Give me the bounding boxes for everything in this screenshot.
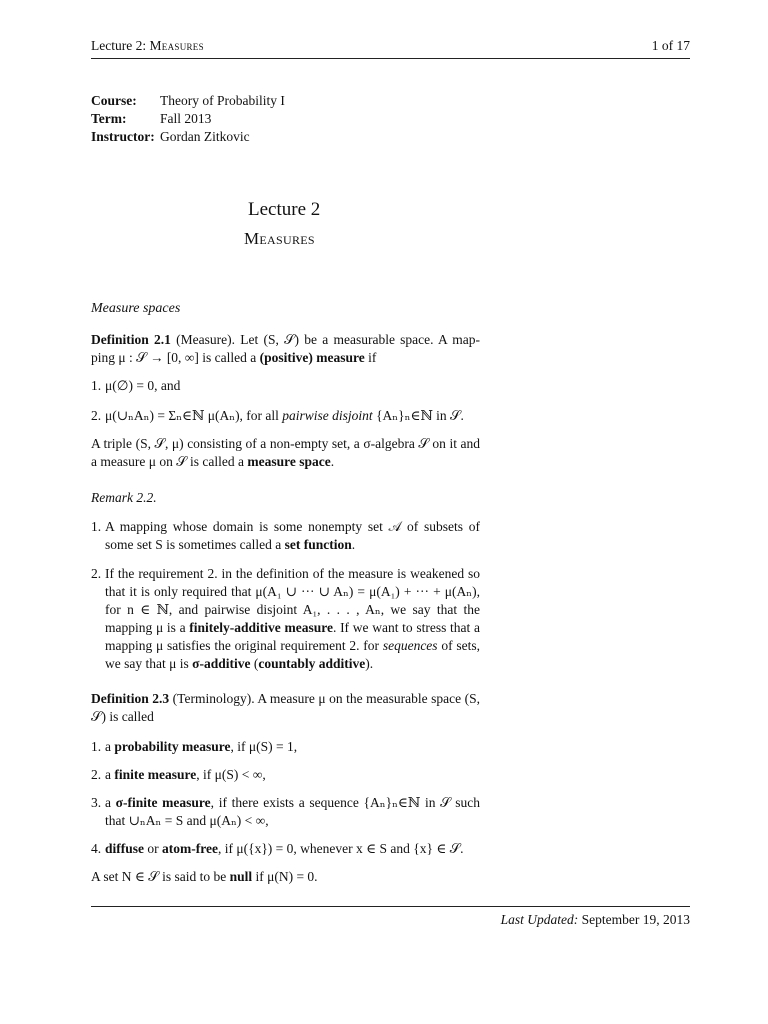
definition-term: (positive) measure	[259, 350, 365, 365]
item-text: μ(∅) = 0, and	[105, 378, 181, 393]
item-number: 1.	[91, 519, 102, 534]
page-indicator: 1 of 17	[651, 38, 690, 53]
item-text	[105, 794, 480, 830]
item-text-part: μ(∪ₙAₙ) = Σₙ∈ℕ μ(Aₙ), for all	[105, 408, 283, 423]
item-number: 2.	[91, 767, 102, 782]
item-text	[105, 518, 480, 554]
item-term: atom-free	[162, 841, 218, 856]
item-term: σ-additive	[192, 656, 251, 671]
remark-item-2	[91, 565, 480, 673]
paragraph-term: measure space	[247, 454, 331, 469]
item-number: 1.	[91, 378, 102, 393]
item-text	[105, 407, 480, 425]
item-term: diffuse	[105, 841, 145, 856]
remark-label: Remark 2.2.	[91, 490, 157, 505]
item-text-part: or	[144, 841, 163, 856]
def1-item-1	[91, 377, 480, 395]
def3-item-4	[91, 840, 480, 858]
meta-row-course	[91, 92, 285, 110]
item-text-part: a	[105, 739, 115, 754]
item-text	[105, 840, 480, 858]
item-text-part: (	[250, 656, 259, 671]
item-text-part: .	[351, 537, 356, 552]
header-topic: Measures	[149, 38, 204, 53]
item-text-part: If the requirement 2. in the definition of the measure is weakened so that it is only required that μ(A₁ ∪ ··· ∪ Aₙ) = μ(A₁) + ··· + μ(Aₙ), for n ∈ ℕ, and pairwise disjoint A₁, . . . , Aₙ, we say that the mapping μ is a	[105, 566, 480, 635]
footer-rule	[91, 906, 690, 907]
paragraph-text: A triple (S, 𝒮, μ) consisting of a non-empty set, a σ-algebra 𝒮 on it and a measure μ on 𝒮 is called a	[91, 436, 480, 469]
item-text-part: A mapping whose domain is some nonempty set 𝒜 of subsets of some set S is sometimes called a	[105, 519, 480, 552]
item-text-part: . If we want to stress that a mapping μ satisfies the original requirement 2. for	[105, 620, 480, 653]
lecture-subtitle: Measures	[244, 229, 315, 248]
item-text	[105, 766, 480, 784]
item-text-part: a	[105, 767, 115, 782]
definition-label: Definition 2.1	[91, 332, 171, 347]
def3-item-1	[91, 738, 480, 756]
header-rule	[91, 58, 690, 59]
item-text-part: of sets, we say that μ is	[105, 638, 481, 671]
item-number: 2.	[91, 566, 102, 581]
item-text	[105, 565, 480, 673]
item-text-part: , if μ(S) = 1,	[230, 739, 298, 754]
item-number: 1.	[91, 739, 102, 754]
def3-item-2	[91, 766, 480, 784]
last-updated-label: Last Updated:	[500, 912, 579, 927]
paragraph-text: .	[330, 454, 335, 469]
last-updated	[501, 912, 690, 928]
definition-text	[91, 331, 480, 367]
meta-key: Course:	[91, 93, 137, 108]
remark-2-2	[91, 489, 480, 507]
item-term: finitely-additive measure	[189, 620, 333, 635]
def1-item-2	[91, 407, 480, 425]
definition-2-1	[91, 331, 480, 367]
definition-name: (Terminology).	[172, 691, 255, 706]
definition-line: Let (S, 𝒮) be a measurable space. A map-	[240, 332, 481, 347]
running-header	[91, 38, 204, 54]
item-text-emph: pairwise disjoint	[282, 408, 373, 423]
lecture-title: Lecture 2	[248, 199, 321, 220]
meta-row-term	[91, 110, 285, 128]
meta-value: Fall 2013	[160, 111, 212, 126]
null-set-paragraph	[91, 868, 480, 886]
last-updated-date: September 19, 2013	[578, 912, 690, 927]
definition-2-3	[91, 690, 480, 726]
item-text-part: {Aₙ}ₙ∈ℕ in 𝒮.	[372, 408, 464, 423]
meta-row-instructor	[91, 128, 285, 146]
item-text-emph: sequences	[382, 638, 438, 653]
course-meta	[91, 92, 285, 146]
item-term: set function	[284, 537, 352, 552]
item-term: countably additive	[258, 656, 366, 671]
definition-line: if	[364, 350, 377, 365]
item-number: 4.	[91, 841, 102, 856]
section-title: Measure spaces	[91, 301, 181, 316]
item-text-part: ).	[365, 656, 374, 671]
paragraph-text: A set N ∈ 𝒮 is said to be	[91, 869, 230, 884]
paragraph-text: if μ(N) = 0.	[252, 869, 318, 884]
item-number: 2.	[91, 408, 102, 423]
section-heading	[91, 300, 480, 318]
meta-value: Theory of Probability I	[160, 93, 285, 108]
item-text-part: , if μ({x}) = 0, whenever x ∈ S and {x} ∈ 𝒮.	[217, 841, 464, 856]
item-term: finite measure	[114, 767, 197, 782]
item-term: σ-finite measure	[115, 795, 211, 810]
meta-key: Instructor:	[91, 129, 155, 144]
meta-value: Gordan Zitkovic	[160, 129, 250, 144]
paragraph-term: null	[229, 869, 253, 884]
def3-item-3	[91, 794, 480, 830]
meta-key: Term:	[91, 111, 127, 126]
item-text	[105, 738, 480, 756]
item-text-part: , if there exists a sequence {Aₙ}ₙ∈ℕ in 𝒮 such that ∪ₙAₙ = S and μ(Aₙ) < ∞,	[105, 795, 480, 828]
definition-label: Definition 2.3	[91, 691, 170, 706]
definition-name: (Measure).	[176, 332, 235, 347]
item-text-part: , if μ(S) < ∞,	[196, 767, 266, 782]
definition-text: A measure μ on the measurable space (S, 𝒮) is called	[91, 691, 480, 724]
measure-space-paragraph	[91, 435, 480, 471]
item-number: 3.	[91, 795, 102, 810]
header-prefix: Lecture 2:	[91, 38, 150, 53]
definition-line: ping μ : 𝒮 → [0, ∞] is called a	[91, 350, 260, 365]
item-text-part: a	[105, 795, 116, 810]
item-term: probability measure	[114, 739, 231, 754]
remark-item-1	[91, 518, 480, 554]
